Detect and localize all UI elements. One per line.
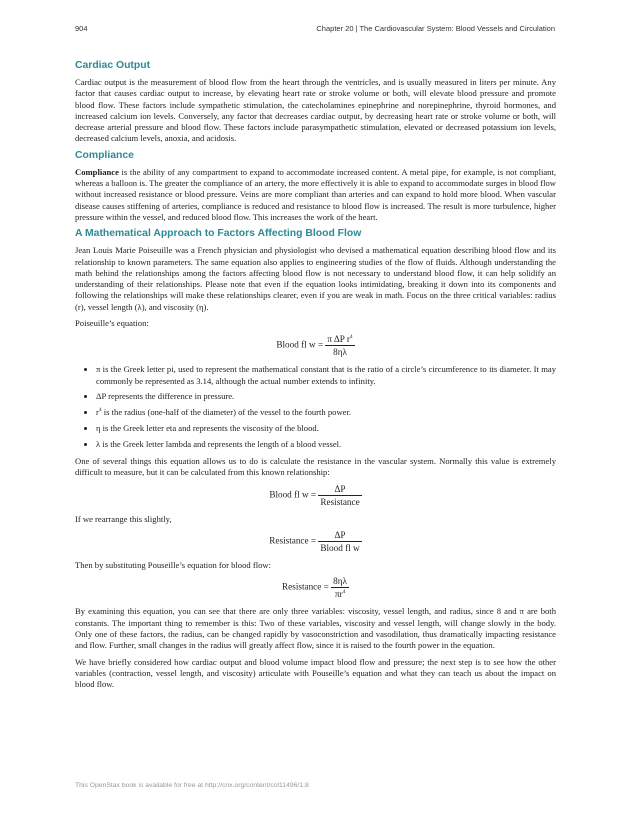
eq2-denominator: Resistance — [320, 496, 360, 507]
eq4-numerator: 8ηλ — [333, 576, 347, 587]
eq4-fraction — [331, 576, 349, 599]
eq1-fraction — [325, 334, 354, 357]
resistance-paragraph: One of several things this equation allows us to do is calculate the resistance in the vascular system. Normally this value is extremely difficult to measure, but it can be calculated from this known relationship: — [75, 456, 556, 478]
eq1-num-text: π ΔP r — [327, 334, 350, 345]
compliance-term: Compliance — [75, 166, 119, 177]
poiseuille-equation — [75, 334, 556, 357]
cardiac-output-paragraph: Cardiac output is the measurement of blood flow from the heart through the ventricles, and is usually measured in liters per minute. Any factor that causes cardiac output to increase, by elevating heart rate or stroke volume or both, will elevate blood pressure and promote blood flow. These factors include sympathetic stimulation, the catecholamines epinephrine and norepinephrine, thyroid hormones, and increased calcium ion levels. Conversely, any factor that decreases cardiac output, by decreasing heart rate or stroke volume or both, will decrease arterial pressure and blood flow. These factors include parasympathetic stimulation, elevated or decreased potassium ion levels, decreased calcium levels, anoxia, and acidosis. — [75, 77, 556, 144]
eq2-fraction — [318, 484, 361, 507]
eq1-lhs: Blood fl w = — [276, 339, 324, 350]
compliance-body: is the ability of any compartment to expand to accommodate increased content. A metal pipe, for example, is not compliant, whereas a balloon is. The greater the compliance of an artery, the more effectively it is able to expand to accommodate surges in blood flow without increased resistance or blood pressure. Veins are more compliant than arteries and can expand to hold more blood. When vascular disease causes stiffening of arteries, compliance is reduced and resistance to blood flow is increased. The result is more turbulence, higher pressure within the vessel, and reduced blood flow. This increases the work of the heart. — [75, 166, 556, 222]
eq4-den-exp: 4 — [342, 589, 346, 596]
resistance-equation — [75, 530, 556, 553]
eq2-numerator: ΔP — [318, 484, 361, 496]
page-content — [75, 55, 556, 695]
eq4-denominator — [331, 588, 349, 599]
resistance-poiseuille-equation — [75, 576, 556, 599]
list-item: • λ is the Greek letter lambda and represents the length of a blood vessel. — [96, 439, 556, 450]
list-item: • ΔP represents the difference in pressure. — [96, 391, 556, 402]
list-item — [96, 407, 556, 418]
compliance-paragraph — [75, 167, 556, 223]
radius-exp: 4 — [98, 407, 102, 414]
math-intro-paragraph: Jean Louis Marie Poiseuille was a French physician and physiologist who devised a mathematical equation describing blood flow and its relationship to known parameters. The same equation also applies to engineering studies of the flow of fluids. Although understanding the math behind the relationships among the factors affecting blood flow is not necessary to understand blood flow, it can help solidify an understanding of their relationships. Please note that even if the equation looks intimidating, breaking it down into its components and following the relationships will make these relationships clearer, even if you are weak in math. Focus on the three critical variables: radius (r), vessel length (λ), and viscosity (η). — [75, 245, 556, 312]
eq4-lhs: Resistance = — [282, 581, 329, 592]
section-title-math: A Mathematical Approach to Factors Affecting Blood Flow — [75, 228, 362, 240]
blood-flow-equation — [75, 484, 556, 507]
substitute-text: Then by substituting Pouseille’s equation for blood flow: — [75, 560, 271, 571]
section-title-cardiac-output: Cardiac Output — [75, 60, 151, 71]
variable-list — [75, 364, 556, 450]
page-header — [75, 24, 555, 33]
page-number: 904 — [75, 24, 88, 33]
examining-paragraph: By examining this equation, you can see that there are only three variables: viscosity, vessel length, and radius, since 8 and π are both constants. The important thing to remember is this: Two of these variables, viscosity and vessel length, will change slowly in the body. Only one of these factors, the radius, can be changed rapidly by vasoconstriction and vasodilation, thus dramatically impacting resistance and flow. Further, small changes in the radius will greatly affect flow, since it is raised to the fourth power in the equation. — [75, 606, 556, 651]
eq1-numerator — [325, 334, 354, 346]
eq3-numerator: ΔP — [318, 530, 361, 542]
eq4-den-text: πr — [334, 589, 343, 600]
eq3-denominator: Blood fl w — [320, 543, 360, 554]
eq1-num-exp: 4 — [349, 334, 353, 341]
list-item: • η is the Greek letter eta and represents the viscosity of the blood. — [96, 423, 556, 434]
page-footer: This OpenStax book is available for free at http://cnx.org/content/col11496/1.8 — [75, 782, 309, 789]
equation-label: Poiseuille’s equation: — [75, 318, 149, 329]
radius-text: is the radius (one-half of the diameter) of the vessel to the fourth power. — [101, 407, 352, 418]
eq1-denominator: 8ηλ — [333, 347, 347, 358]
section-title-compliance: Compliance — [75, 149, 134, 161]
chapter-title: Chapter 20 | The Cardiovascular System: Blood Vessels and Circulation — [316, 24, 555, 33]
list-item: • π is the Greek letter pi, used to represent the mathematical constant that is the ratio of a circle’s circumference to its diameter. It may commonly be represented as 3.14, although the actual number extends to infinity. — [96, 364, 556, 387]
eq2-lhs: Blood fl w = — [269, 489, 317, 500]
closing-paragraph: We have briefly considered how cardiac output and blood volume impact blood flow and pressure; the next step is to see how the other variables (contraction, vessel length, and viscosity) articulate with Pouseille’s equation and what they can teach us about the impact on blood flow. — [75, 656, 556, 690]
eq3-fraction — [318, 530, 361, 553]
eq3-lhs: Resistance = — [269, 535, 317, 546]
radius-symbol: r — [96, 407, 99, 418]
rearrange-text: If we rearrange this slightly, — [75, 513, 172, 524]
